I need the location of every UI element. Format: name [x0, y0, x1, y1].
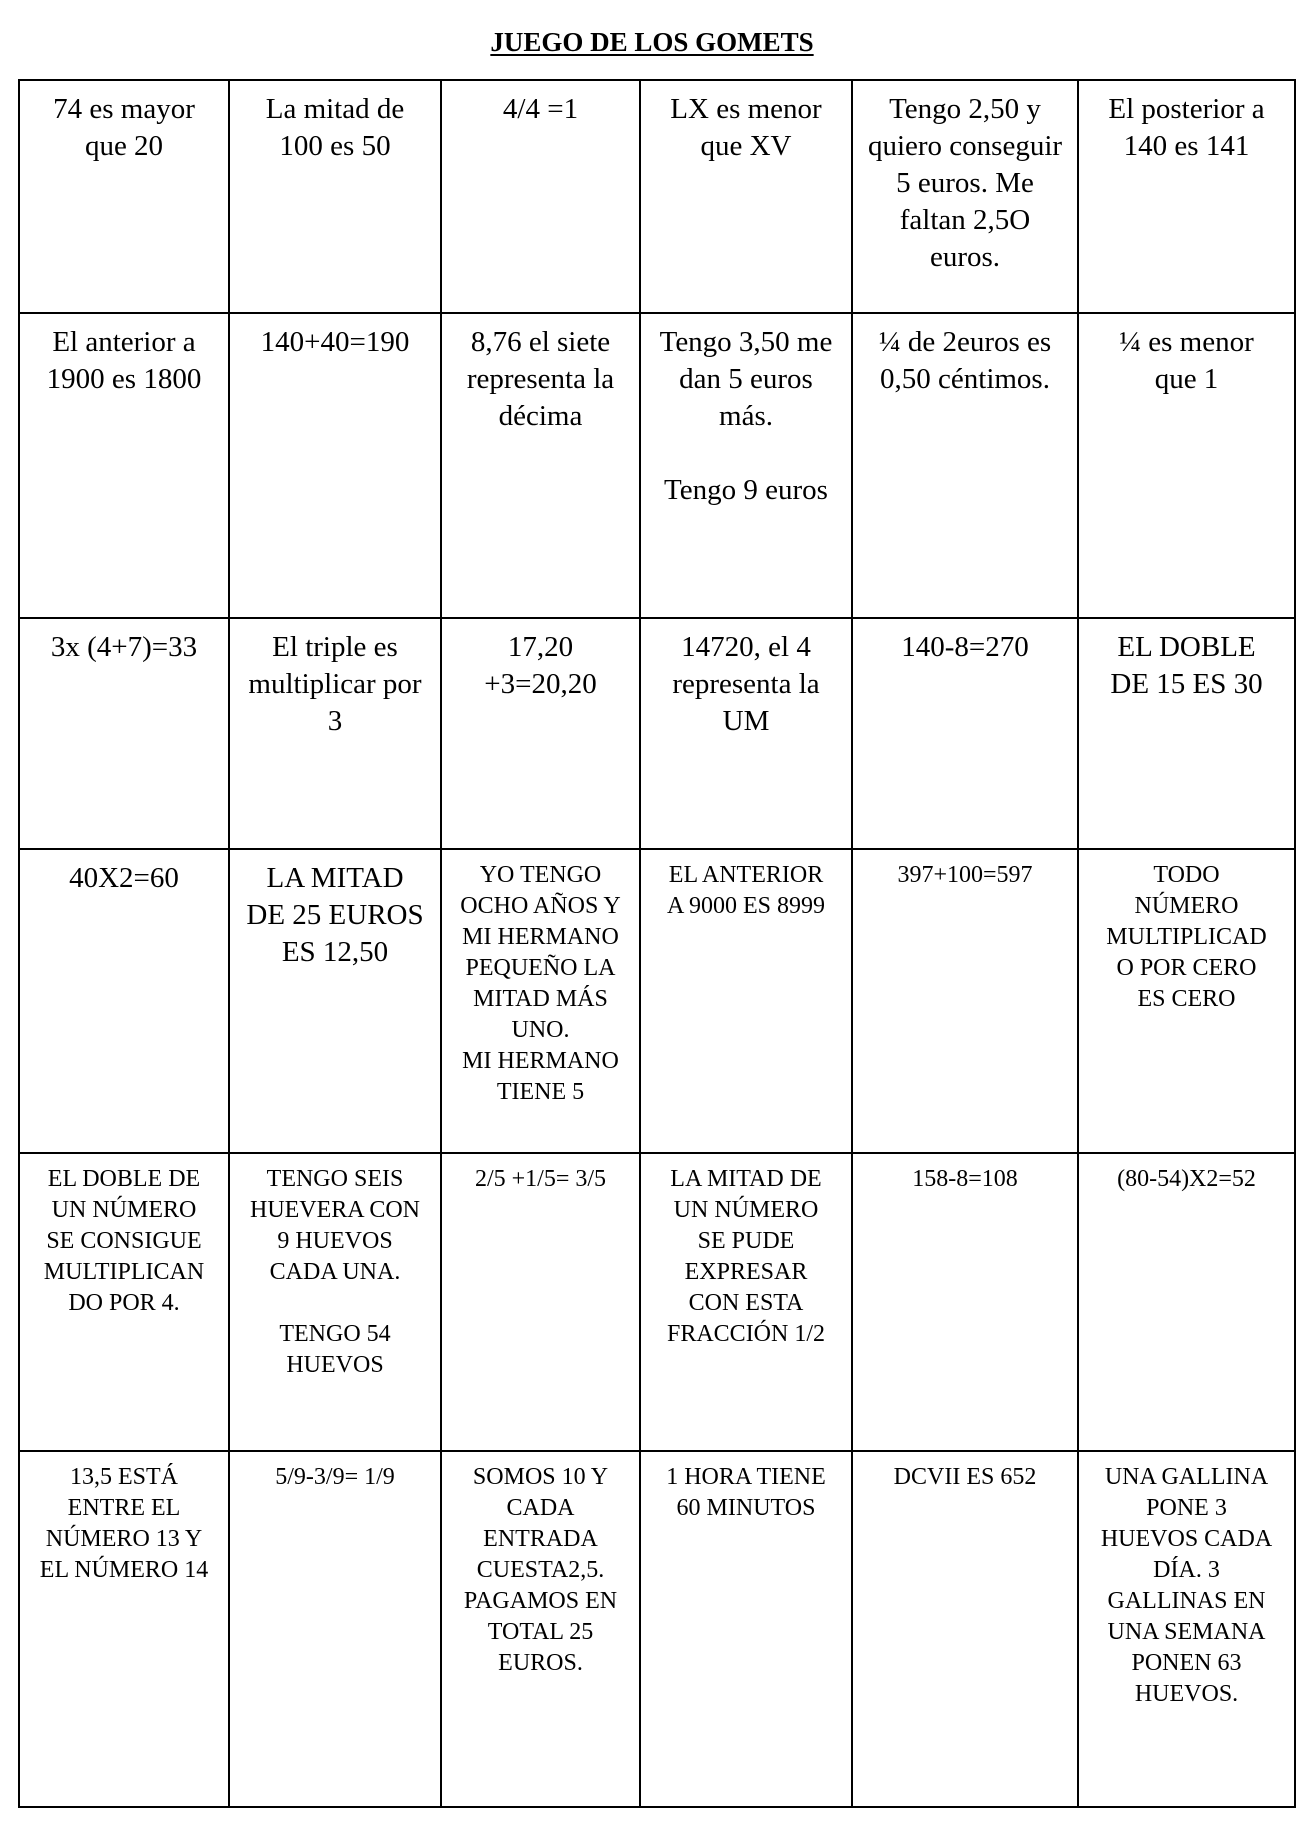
cell-statement: LX es menor que XV: [670, 93, 822, 162]
cell-statement: La mitad de 100 es 50: [265, 93, 405, 162]
cell-statement: El posterior a 140 es 141: [1108, 93, 1265, 162]
grid-cell[interactable]: [441, 618, 640, 849]
cell-statement: (80-54)X2=52: [1117, 1166, 1256, 1192]
grid-cell[interactable]: [640, 1451, 852, 1807]
grid-cell[interactable]: [852, 849, 1078, 1153]
grid-cell[interactable]: [640, 80, 852, 313]
grid-cell[interactable]: [19, 80, 229, 313]
grid-cell[interactable]: [640, 618, 852, 849]
cell-statement: 140+40=190: [260, 326, 410, 358]
cell-statement: 397+100=597: [897, 862, 1033, 888]
cell-statement: EL DOBLE DE 15 ES 30: [1110, 631, 1263, 700]
grid-cell[interactable]: [229, 849, 441, 1153]
cell-statement: DCVII ES 652: [893, 1464, 1037, 1490]
grid-cell[interactable]: [1078, 1153, 1295, 1451]
grid-cell[interactable]: [441, 1451, 640, 1807]
grid-cell[interactable]: [229, 618, 441, 849]
cell-statement: 140-8=270: [901, 631, 1029, 663]
grid-cell[interactable]: [19, 849, 229, 1153]
cell-statement: TENGO SEIS HUEVERA CON 9 HUEVOS CADA UNA. TENGO 54 HUEVOS: [249, 1166, 420, 1378]
grid-row: [19, 313, 1295, 618]
cell-statement: LA MITAD DE UN NÚMERO SE PUDE EXPRESAR CON ESTA FRACCIÓN 1/2: [666, 1166, 826, 1347]
grid-cell[interactable]: [19, 618, 229, 849]
cell-statement: 74 es mayor que 20: [53, 93, 195, 162]
grid-cell[interactable]: [852, 80, 1078, 313]
cell-statement: 3x (4+7)=33: [50, 631, 198, 663]
cell-statement: 5/9-3/9= 1/9: [275, 1464, 395, 1490]
cell-statement: 4/4 =1: [502, 93, 579, 125]
cell-statement: UNA GALLINA PONE 3 HUEVOS CADA DÍA. 3 GALLINAS EN UNA SEMANA PONEN 63 HUEVOS.: [1100, 1464, 1273, 1707]
grid-cell[interactable]: [1078, 80, 1295, 313]
cell-statement: YO TENGO OCHO AÑOS Y MI HERMANO PEQUEÑO LA MITAD MÁS UNO. MI HERMANO TIENE 5: [460, 862, 621, 1105]
grid-row: [19, 1451, 1295, 1807]
cell-statement: El anterior a 1900 es 1800: [46, 326, 202, 395]
grid-cell[interactable]: [441, 313, 640, 618]
grid-cell[interactable]: [19, 1451, 229, 1807]
grid-cell[interactable]: [229, 80, 441, 313]
grid-cell[interactable]: [1078, 849, 1295, 1153]
grid-row: [19, 1153, 1295, 1451]
grid-cell[interactable]: [1078, 1451, 1295, 1807]
grid-cell[interactable]: [229, 1153, 441, 1451]
cell-statement: 2/5 +1/5= 3/5: [474, 1166, 607, 1192]
cell-statement: ¼ es menor que 1: [1119, 326, 1254, 395]
grid-row: [19, 618, 1295, 849]
cell-statement: ¼ de 2euros es 0,50 céntimos.: [878, 326, 1052, 395]
cell-statement: Tengo 3,50 me dan 5 euros más. Tengo 9 euros: [659, 326, 833, 506]
grid-cell[interactable]: [229, 313, 441, 618]
grid-row: [19, 80, 1295, 313]
grid-cell[interactable]: [852, 313, 1078, 618]
gomets-grid: [18, 79, 1296, 1808]
cell-statement: 17,20 +3=20,20: [484, 631, 597, 700]
grid-cell[interactable]: [19, 1153, 229, 1451]
cell-statement: 13,5 ESTÁ ENTRE EL NÚMERO 13 Y EL NÚMERO 14: [39, 1464, 209, 1583]
grid-cell[interactable]: [852, 1153, 1078, 1451]
grid-cell[interactable]: [852, 618, 1078, 849]
document-title: JUEGO DE LOS GOMETS: [490, 27, 814, 57]
grid-cell[interactable]: [229, 1451, 441, 1807]
cell-statement: 158-8=108: [912, 1166, 1018, 1192]
grid-cell[interactable]: [640, 849, 852, 1153]
grid-cell[interactable]: [441, 1153, 640, 1451]
grid-cell[interactable]: [640, 313, 852, 618]
cell-statement: Tengo 2,50 y quiero conseguir 5 euros. Me faltan 2,5O euros.: [867, 93, 1063, 273]
cell-statement: TODO NÚMERO MULTIPLICAD O POR CERO ES CERO: [1106, 862, 1267, 1012]
grid-cell[interactable]: [1078, 618, 1295, 849]
grid-cell[interactable]: [19, 313, 229, 618]
grid-cell[interactable]: [441, 849, 640, 1153]
cell-statement: 1 HORA TIENE 60 MINUTOS: [666, 1464, 826, 1521]
grid-cell[interactable]: [852, 1451, 1078, 1807]
cell-statement: El triple es multiplicar por 3: [248, 631, 422, 737]
cell-statement: LA MITAD DE 25 EUROS ES 12,50: [246, 862, 424, 968]
cell-statement: 14720, el 4 representa la UM: [672, 631, 820, 737]
cell-statement: 40X2=60: [69, 862, 179, 894]
grid-cell[interactable]: [1078, 313, 1295, 618]
cell-statement: 8,76 el siete representa la décima: [466, 326, 615, 432]
grid-cell[interactable]: [640, 1153, 852, 1451]
grid-cell[interactable]: [441, 80, 640, 313]
cell-statement: EL ANTERIOR A 9000 ES 8999: [666, 862, 825, 919]
grid-row: [19, 849, 1295, 1153]
cell-statement: EL DOBLE DE UN NÚMERO SE CONSIGUE MULTIPLICAN DO POR 4.: [43, 1166, 205, 1316]
cell-statement: SOMOS 10 Y CADA ENTRADA CUESTA2,5. PAGAMOS EN TOTAL 25 EUROS.: [463, 1464, 618, 1676]
